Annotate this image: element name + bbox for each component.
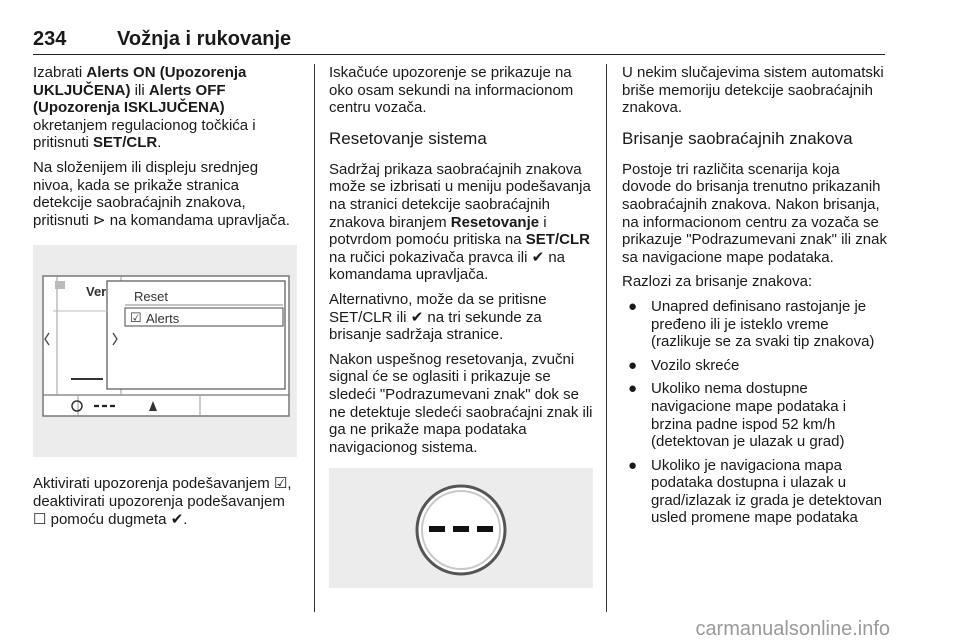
reset-label: Reset bbox=[134, 289, 168, 305]
bullet-icon: ● bbox=[628, 380, 638, 398]
car-icon bbox=[55, 281, 65, 289]
list-item: ● Ukoliko je navigaciona mapa podataka dostupna i ulazak u grad/izlazak iz grada je detektovan usled promene mape podataka bbox=[628, 456, 882, 527]
bullet-icon: ● bbox=[628, 356, 638, 374]
checkmark-icon: ✔ bbox=[531, 248, 545, 266]
paragraph: Alternativno, može da se pritisne SET/CLR ili ✔ na tri sekunde za brisanje sadržaja stranice. bbox=[329, 290, 547, 344]
paragraph: U nekim slučajevima sistem automatski briše memoriju detekcije saobraćajnih znakova. bbox=[622, 64, 884, 117]
section-heading: Brisanje saobraćajnih znakova bbox=[622, 128, 853, 148]
bullet-icon: ● bbox=[628, 297, 638, 315]
chapter-title: Vožnja i rukovanje bbox=[117, 28, 292, 50]
section-heading: Resetovanje sistema bbox=[329, 128, 487, 148]
default-sign-illustration bbox=[329, 468, 593, 588]
bullet-list bbox=[622, 298, 888, 527]
checkbox-checked-icon: ☑ bbox=[273, 475, 288, 493]
column-divider bbox=[314, 64, 315, 612]
checkbox-empty-icon: ☐ bbox=[33, 510, 47, 528]
paragraph: Razlozi za brisanje znakova: bbox=[622, 273, 813, 291]
paragraph: Aktivirati upozorenja podešavanjem ☑, deaktivirati upozorenja podešavanjem ☐ pomoću dugmeta ✔. bbox=[33, 475, 292, 528]
paragraph: Postoje tri različita scenarija koja dovode do brisanja trenutno prikazanih saobraćajnih znakova. Nakon brisanja, na informacionom centru za vozača se prikazuje "Podrazumevani znak" ili znak sa navigacione mape podataka. bbox=[622, 160, 887, 266]
display-illustration bbox=[33, 245, 297, 457]
page-header bbox=[33, 26, 885, 55]
bullet-icon: ● bbox=[628, 456, 638, 474]
column-1 bbox=[33, 64, 301, 535]
list-item: ● Ukoliko nema dostupne navigacione mape podataka i brzina padne ispod 52 km/h (detektovan je ulazak u grad) bbox=[628, 380, 847, 451]
checkmark-icon: ✔ bbox=[170, 510, 184, 528]
paragraph: Iskačuće upozorenje se prikazuje na oko osam sekundi na informacionom centru vozača. bbox=[329, 64, 574, 117]
display-screen-drawing bbox=[33, 245, 297, 457]
play-icon: ⊳ bbox=[93, 211, 106, 229]
alerts-label: Alerts bbox=[146, 311, 180, 327]
watermark: carmanualsonline.info bbox=[695, 618, 890, 640]
column-divider bbox=[606, 64, 607, 612]
paragraph: Nakon uspešnog resetovanja, zvučni signal će se oglasiti i prikazuje se sledeći "Podrazumevani znak" dok se ne detektuje sledeći saobraćajni znak ili ga ne prikaže mapa podataka navigacionog sistema. bbox=[329, 350, 593, 456]
checkmark-icon: ✔ bbox=[410, 308, 424, 326]
page-number: 234 bbox=[33, 28, 67, 50]
alerts-checkbox-icon: ☑ bbox=[130, 310, 142, 326]
paragraph: Na složenijem ili displeju srednjeg nivoa, kada se prikaže stranica detekcije saobraćajnih znakova, pritisnuti ⊳ na komandama upravljača. bbox=[33, 158, 290, 229]
tab-label: Ver bbox=[86, 284, 107, 300]
paragraph: Izabrati Alerts ON (Upozorenja UKLJUČENA) ili Alerts OFF (Upozorenja ISKLJUČENA) okretanjem regulacionog točkića i pritisnuti SET/CLR. bbox=[33, 64, 256, 152]
paragraph: Sadržaj prikaza saobraćajnih znakova može se izbrisati u meniju podešavanja na stranici detekcije saobraćajnih znakova biranjem Resetovanje i potvrdom pomoću pritiska na SET/CLR na ručici pokazivača pravca ili ✔ na komandama upravljača. bbox=[329, 160, 591, 284]
list-item: ● Unapred definisano rastojanje je pređeno ili je isteklo vreme (razlikuje se za svaki tip znakova) bbox=[628, 297, 875, 351]
list-item: ● Vozilo skreće bbox=[628, 356, 740, 374]
column-3 bbox=[622, 64, 888, 533]
column-2 bbox=[329, 64, 597, 588]
